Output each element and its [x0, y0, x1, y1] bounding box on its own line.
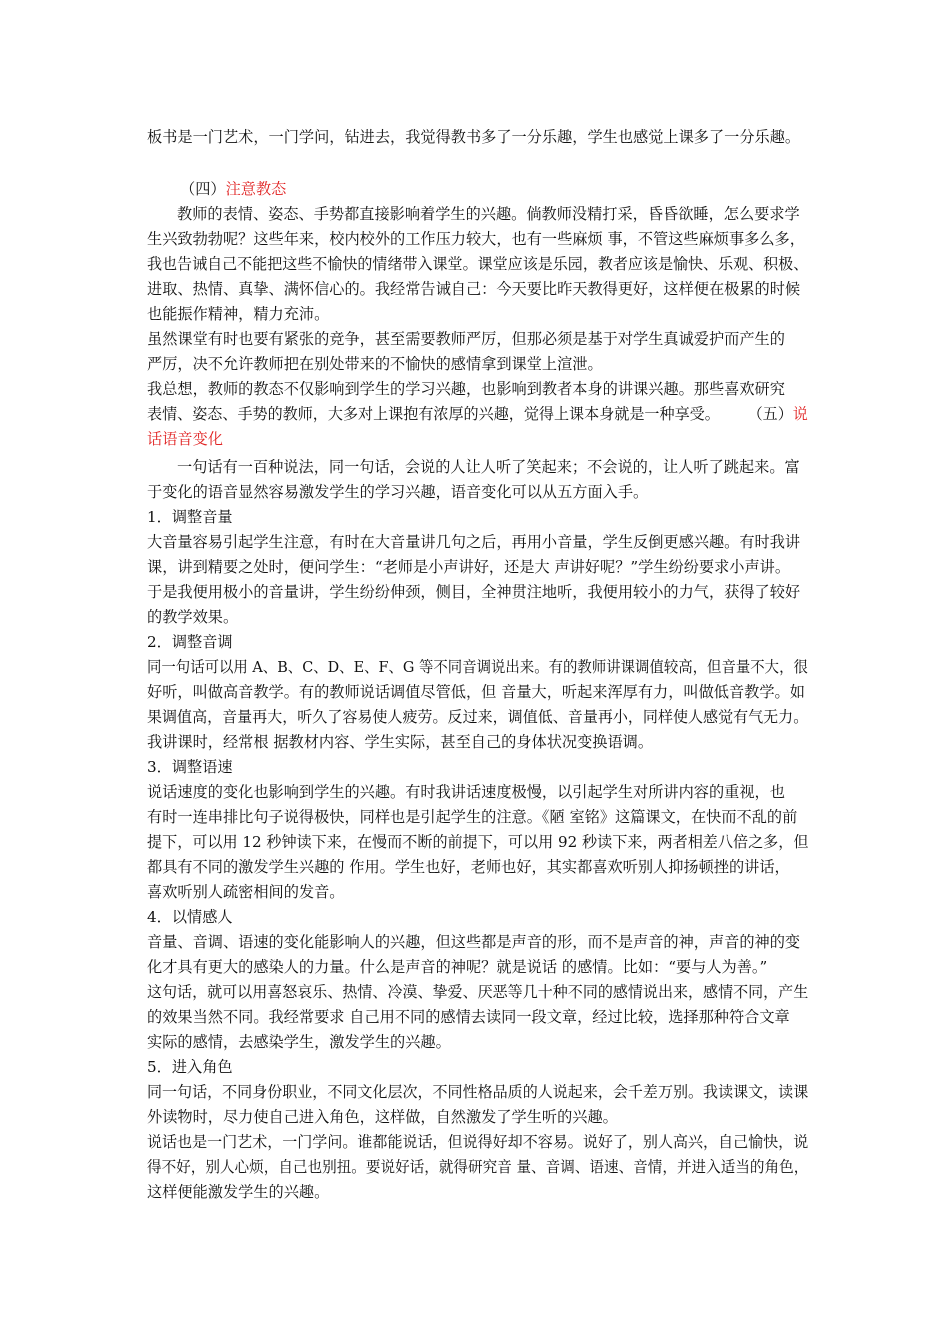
text-line: 提下，可以用 12 秒钟读下来，在慢而不断的前提下，可以用 92 秒读下来，两者相差八倍之多，但: [147, 833, 809, 851]
text-line: 生兴致勃勃呢？这些年来，校内校外的工作压力较大，也有一些麻烦 事，不管这些麻烦事多么多，: [147, 230, 805, 248]
text-line: [147, 403, 808, 425]
section-heading-4: [180, 178, 286, 200]
text-line: 外读物时，尽力使自己进入角色，这样做，自然激发了学生听的兴趣。: [147, 1108, 618, 1126]
text-line: 同一句话，不同身份职业，不同文化层次，不同性格品质的人说起来，会千差万别。我读课文，读课: [147, 1083, 809, 1101]
subheading: 2．调整音调: [147, 633, 233, 651]
section-title: 注意教态: [225, 180, 287, 198]
text-line: 进取、热情、真挚、满怀信心的。我经常告诫自己：今天要比昨天教得更好，这样便在极累的时候: [147, 280, 801, 298]
text-line: 课，讲到精要之处时，便问学生：“老师是小声讲好，还是大 声讲好呢？”学生纷纷要求小声讲。: [147, 558, 791, 576]
text-line: 大音量容易引起学生注意，有时在大音量讲几句之后，再用小音量，学生反倒更感兴趣。有时我讲: [147, 533, 801, 551]
text-line: 音量、音调、语速的变化能影响人的兴趣，但这些都是声音的形，而不是声音的神，声音的神的变: [147, 933, 801, 951]
subheading: 5．进入角色: [147, 1058, 233, 1076]
text-line: 也能振作精神，精力充沛。: [147, 305, 330, 323]
text-line: 有时一连串排比句子说得极快，同样也是引起学生的注意。《陋 室铭》这篇课文，在快而不乱的前: [147, 808, 798, 826]
subheading: 1．调整音量: [147, 508, 233, 526]
text-line: 板书是一门艺术，一门学问，钻进去，我觉得教书多了一分乐趣，学生也感觉上课多了一分乐趣。: [147, 128, 801, 146]
text-line: 都具有不同的激发学生兴趣的 作用。学生也好，老师也好，其实都喜欢听别人抑扬顿挫的讲话，: [147, 858, 790, 876]
section-title-end: 话语音变化: [147, 430, 223, 448]
text-line: 喜欢听别人疏密相间的发音。: [147, 883, 345, 901]
section-number: （四）: [180, 180, 226, 198]
text-line: 教师的表情、姿态、手势都直接影响着学生的兴趣。倘教师没精打采，昏昏欲睡，怎么要求学: [177, 205, 800, 223]
text-line: 我总想，教师的教态不仅影响到学生的学习兴趣，也影响到教者本身的讲课兴趣。那些喜欢研究: [147, 380, 785, 398]
text-line: 于变化的语音显然容易激发学生的学习兴趣，语音变化可以从五方面入手。: [147, 483, 649, 501]
text-line: 说话也是一门艺术，一门学问。谁都能说话，但说得好却不容易。说好了，别人高兴，自己愉快，说: [147, 1133, 809, 1151]
text-line: 严厉，决不允许教师把在别处带来的不愉快的感情拿到课堂上渲泄。: [147, 355, 603, 373]
text-line: 我讲课时，经常根 据教材内容、学生实际，甚至自己的身体状况变换语调。: [147, 733, 654, 751]
text-line: 得不好，别人心烦，自己也别扭。要说好话，就得研究音 量、音调、语速、音情，并进入适当的角色，: [147, 1158, 809, 1176]
section-number: （五）: [747, 405, 793, 423]
text-line: 于是我便用极小的音量讲，学生纷纷伸颈，侧目，全神贯注地听，我便用较小的力气，获得了较好: [147, 583, 801, 601]
text-line: 的教学效果。: [147, 608, 239, 626]
text-line: 这句话，就可以用喜怒哀乐、热情、冷漠、挚爱、厌恶等几十种不同的感情说出来，感情不同，产生: [147, 983, 809, 1001]
text-line: 实际的感情，去感染学生，激发学生的兴趣。: [147, 1033, 451, 1051]
text-line: 我也告诫自己不能把这些不愉快的情绪带入课堂。课堂应该是乐园，教者应该是愉快、乐观、积极、: [147, 255, 809, 273]
text-line: 好听，叫做高音教学。有的教师说话调值尽管低，但 音量大，听起来浑厚有力，叫做低音教学。如: [147, 683, 805, 701]
text-line: 果调值高，音量再大，听久了容易使人疲劳。反过来，调值低、音量再小，同样使人感觉有气无力。: [147, 708, 809, 726]
text-line: 说话速度的变化也影响到学生的兴趣。有时我讲话速度极慢，以引起学生对所讲内容的重视，也: [147, 783, 785, 801]
text-line: 化才具有更大的感染人的力量。什么是声音的神呢？就是说话 的感情。比如：“要与人为善。”: [147, 958, 768, 976]
text-line: 同一句话可以用 A、B、C、D、E、F、G 等不同音调说出来。有的教师讲课调值较高，但音量不大，很: [147, 658, 808, 676]
section-title-start: 说: [792, 405, 808, 423]
text-line: 的效果当然不同。我经常要求 自己用不同的感情去读同一段文章，经过比较，选择那种符合文章: [147, 1008, 790, 1026]
text-segment: 表情、姿态、手势的教师，大多对上课抱有浓厚的兴趣，觉得上课本身就是一种享受。: [147, 405, 720, 423]
text-line: 虽然课堂有时也要有紧张的竞争，甚至需要教师严厉，但那必须是基于对学生真诚爱护而产生的: [147, 330, 785, 348]
text-line: 一句话有一百种说法，同一句话，会说的人让人听了笑起来；不会说的，让人听了跳起来。富: [177, 458, 800, 476]
text-line: 这样便能激发学生的兴趣。: [147, 1183, 330, 1201]
subheading: 4．以情感人: [147, 908, 233, 926]
subheading: 3．调整语速: [147, 758, 233, 776]
